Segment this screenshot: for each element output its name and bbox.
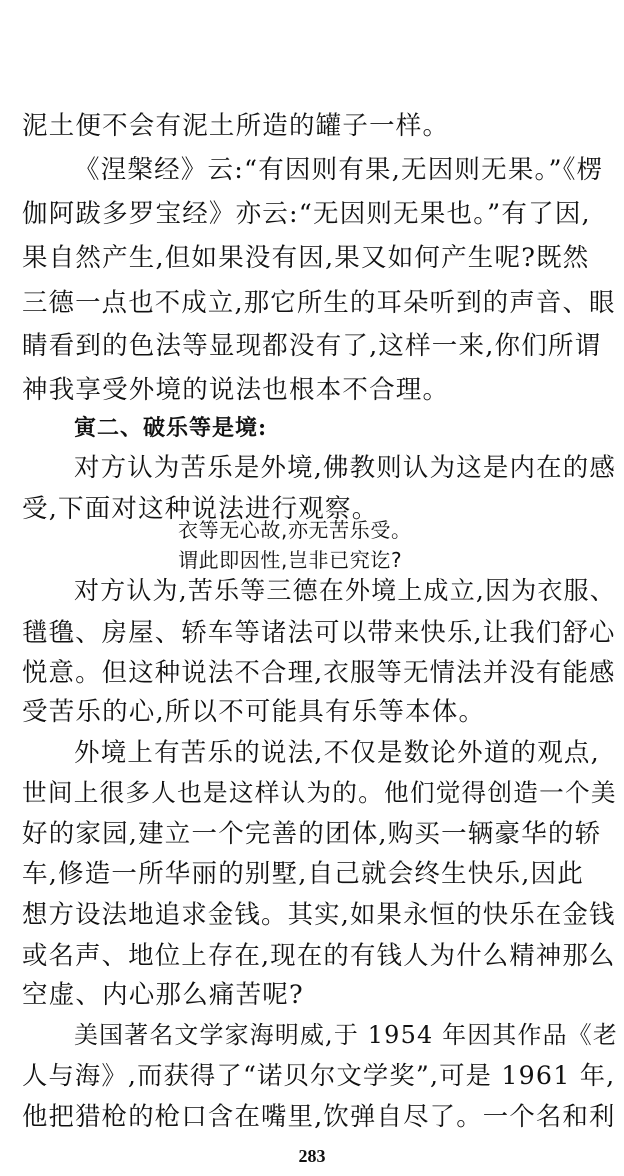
paragraph-line: 伽阿跋多罗宝经》亦云:“无因则无果也。”有了因, [22,199,591,229]
paragraph-line: 想方设法地追求金钱。其实,如果永恒的快乐在金钱 [22,899,616,930]
section-heading: 寅二、破乐等是境: [74,415,268,441]
paragraph-line: 人与海》,而获得了“诺贝尔文学奖”,可是 1961 年, [22,1060,616,1090]
paragraph-line: 他把猎枪的枪口含在嘴里,饮弹自尽了。一个名和利 [22,1101,616,1131]
paragraph-line: 对方认为,苦乐等三德在外境上成立,因为衣服、 [74,576,616,605]
paragraph-line: 外境上有苦乐的说法,不仅是数论外道的观点, [74,737,600,768]
paragraph-line: 美国著名文学家海明威,于 1954 年因其作品《老 [74,1021,618,1050]
paragraph-line: 悦意。但这种说法不合理,衣服等无情法并没有能感 [22,657,616,688]
verse-line: 谓此即因性,岂非已究讫? [178,548,403,572]
paragraph-line: 世间上很多人也是这样认为的。他们觉得创造一个美 [22,778,617,808]
verse-line: 衣等无心故,亦无苦乐受。 [178,518,412,542]
paragraph-line: 氆氇、房屋、轿车等诸法可以带来快乐,让我们舒心 [22,616,616,647]
paragraph-line: 或名声、地位上存在,现在的有钱人为什么精神那么 [22,939,616,970]
paragraph-line: 对方认为苦乐是外境,佛教则认为这是内在的感 [74,453,617,483]
paragraph-line: 受苦乐的心,所以不可能具有乐等本体。 [22,697,486,728]
paragraph-line: 泥土便不会有泥土所造的罐子一样。 [22,111,450,141]
paragraph-line: 神我享受外境的说法也根本不合理。 [22,375,450,405]
paragraph-line: 好的家园,建立一个完善的团体,购买一辆豪华的轿 [22,818,602,849]
paragraph-line: 《涅槃经》云:“有因则有果,无因则无果。”《楞 [74,155,604,185]
paragraph-line: 三德一点也不成立,那它所生的耳朵听到的声音、眼 [22,287,616,317]
paragraph-line: 果自然产生,但如果没有因,果又如何产生呢?既然 [22,243,590,273]
page-number: 283 [298,1146,326,1166]
paragraph-line: 车,修造一所华丽的别墅,自己就会终生快乐,因此 [22,858,584,889]
paragraph-line: 睛看到的色法等显现都没有了,这样一来,你们所谓 [22,331,602,361]
paragraph-line: 受,下面对这种说法进行观察。 [22,494,379,524]
paragraph-line: 空虚、内心那么痛苦呢? [22,979,304,1010]
